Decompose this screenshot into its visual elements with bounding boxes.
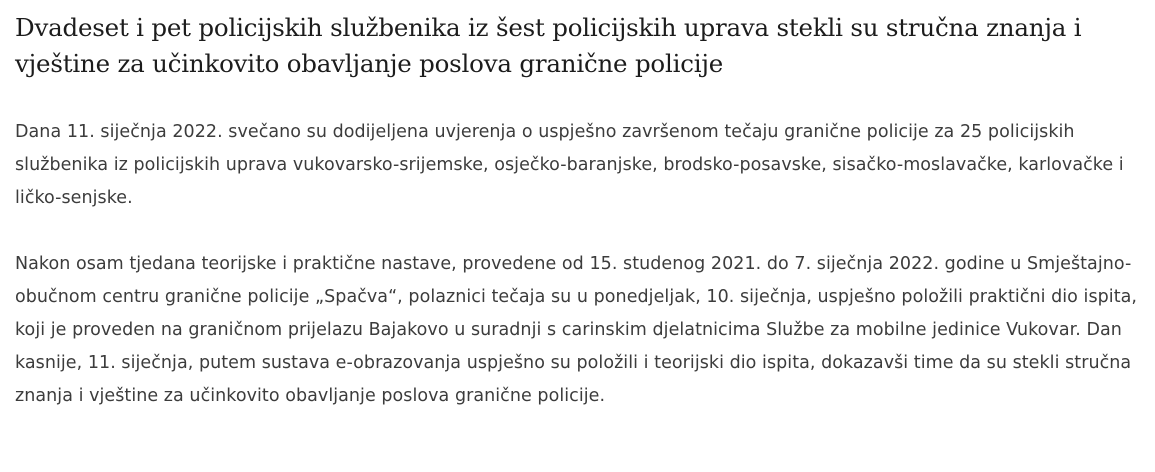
article-paragraph-2: Nakon osam tjedana teorijske i praktične nastave, provedene od 15. studenog 2021. do 7. siječnja 2022. godine u Smještajno-obučnom centru granične policije „Spačva“, polaznici tečaja su u ponedjeljak, 10. siječnja, uspješno položili praktični dio ispita, koji je proveden na graničnom prijelazu Bajakovo u suradnji s carinskim djelatnicima Službe za mobilne jedinice Vukovar. Dan kasnije, 11. siječnja, putem sustava e-obrazovanja uspješno su položili i teorijski dio ispita, dokazavši time da su stekli stručna znanja i vještine za učinkovito obavljanje poslova granične policije. — [15, 254, 1137, 406]
article-title: Dvadeset i pet policijskih službenika iz šest policijskih uprava stekli su stručna znanja i vještine za učinkovito obavljanje poslova granične policije — [15, 13, 1082, 78]
article — [15, 0, 1140, 413]
article-paragraph-1: Dana 11. siječnja 2022. svečano su dodijeljena uvjerenja o uspješno završenom tečaju granične policije za 25 policijskih službenika iz policijskih uprava vukovarsko-srijemske, osječko-baranjske, brodsko-posavske, sisačko-moslavačke, karlovačke i ličko-senjske. — [15, 122, 1124, 208]
